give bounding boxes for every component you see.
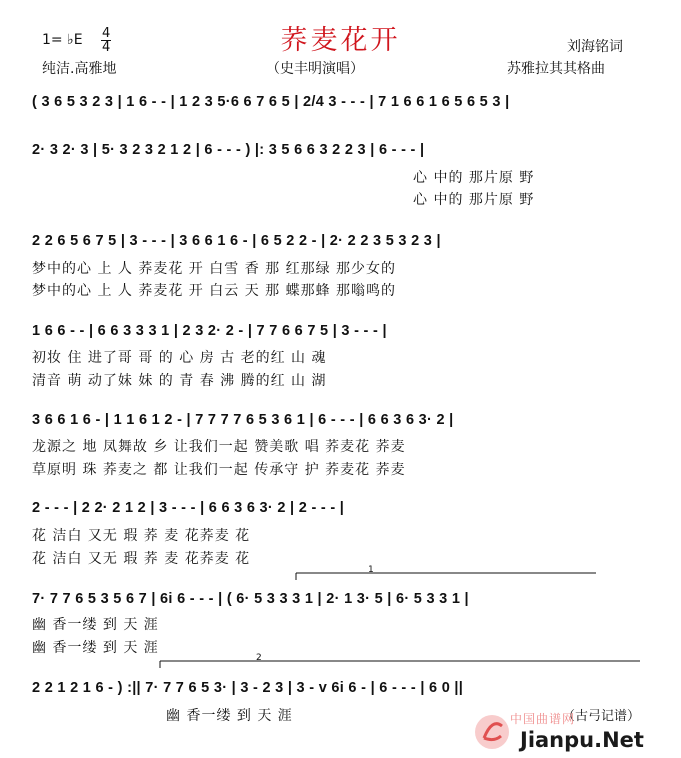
watermark-brand: Jianpu.Net [520, 728, 644, 752]
time-top: 4 [102, 26, 111, 41]
notation-line-5: 3 6 6 1 6 - | 1 1 6 1 2 - | 7 7 7 7 6 5 3 6 1 | 6 - - - | 6 6 3 6 3· 2 | [32, 412, 454, 428]
performance-style: 纯洁.高雅地 [42, 61, 117, 77]
watermark-logo-icon [472, 712, 512, 752]
song-title: 荞麦花开 [280, 25, 401, 56]
notation-line-7: 7· 7 7 6 5 3 5 6 7 | 6i 6 - - - | ( 6· 5 3 3 3 1 | 2· 1 3· 5 | 6· 5 3 3 1 | [32, 591, 469, 607]
transcriber-credit: （古弓记谱） [562, 709, 641, 724]
composer: 苏雅拉其其格曲 [507, 61, 605, 77]
lyrics-line-6-verse-1: 花 洁白 又无 瑕 荞 麦 花荞麦 花 [32, 528, 251, 544]
lyrics-line-2-verse-2: 心 中的 那片原 野 [413, 192, 535, 208]
lyrics-line-4-verse-2: 清音 萌 动了妹 妹 的 青 春 沸 腾的红 山 湖 [32, 373, 327, 389]
lyrics-line-5-verse-2: 草原明 珠 荞麦之 都 让我们一起 传承守 护 荞麦花 荞麦 [32, 462, 406, 478]
volta-2-label: 2 [256, 653, 262, 663]
lyrics-line-4-verse-1: 初妆 住 进了哥 哥 的 心 房 古 老的红 山 魂 [32, 350, 327, 366]
watermark-site-cn: 中国曲谱网 [510, 712, 576, 726]
lyrics-line-3-verse-2: 梦中的心 上 人 荞麦花 开 白云 天 那 蝶那蜂 那嗡鸣的 [32, 283, 397, 299]
notation-line-1: ( 3 6 5 3 2 3 | 1 6 - - | 1 2 3 5·6 6 7 6 5 | 2/4 3 - - - | 7 1 6 6 1 6 5 6 5 3 | [32, 94, 510, 110]
lyrics-line-2-verse-1: 心 中的 那片原 野 [413, 170, 535, 186]
notation-line-8: 2 2 1 2 1 6 - ) :|| 7· 7 7 6 5 3· | 3 - 2 3 | 3 - v 6i 6 - | 6 - - - | 6 0 || [32, 680, 464, 696]
lyrics-line-7-verse-1: 幽 香一缕 到 天 涯 [32, 617, 159, 633]
volta-1-label: 1 [368, 565, 374, 575]
key-note: ♭E [67, 32, 83, 48]
lyrics-line-5-verse-1: 龙源之 地 凤舞故 乡 让我们一起 赞美歌 唱 荞麦花 荞麦 [32, 439, 406, 455]
lyrics-line-8: 幽 香一缕 到 天 涯 [166, 708, 293, 724]
notation-line-3: 2 2 6 5 6 7 5 | 3 - - - | 3 6 6 1 6 - | 6 5 2 2 - | 2· 2 2 3 5 3 2 3 | [32, 233, 441, 249]
key-prefix: 1= [42, 32, 68, 48]
lyrics-line-7-verse-2: 幽 香一缕 到 天 涯 [32, 640, 159, 656]
lyrics-line-3-verse-1: 梦中的心 上 人 荞麦花 开 白雪 香 那 红那绿 那少女的 [32, 261, 397, 277]
notation-line-6: 2 - - - | 2 2· 2 1 2 | 3 - - - | 6 6 3 6 3· 2 | 2 - - - | [32, 500, 345, 516]
lyrics-line-6-verse-2: 花 洁白 又无 瑕 荞 麦 花荞麦 花 [32, 551, 251, 567]
lyricist: 刘海铭词 [567, 39, 623, 55]
performer: （史丰明演唱） [266, 61, 364, 77]
time-bottom: 4 [102, 40, 111, 55]
notation-line-4: 1 6 6 - - | 6 6 3 3 3 1 | 2 3 2· 2 - | 7 7 6 6 7 5 | 3 - - - | [32, 323, 387, 339]
notation-line-2: 2· 3 2· 3 | 5· 3 2 3 2 1 2 | 6 - - - ) |: 3 5 6 6 3 2 2 3 | 6 - - - | [32, 142, 425, 158]
